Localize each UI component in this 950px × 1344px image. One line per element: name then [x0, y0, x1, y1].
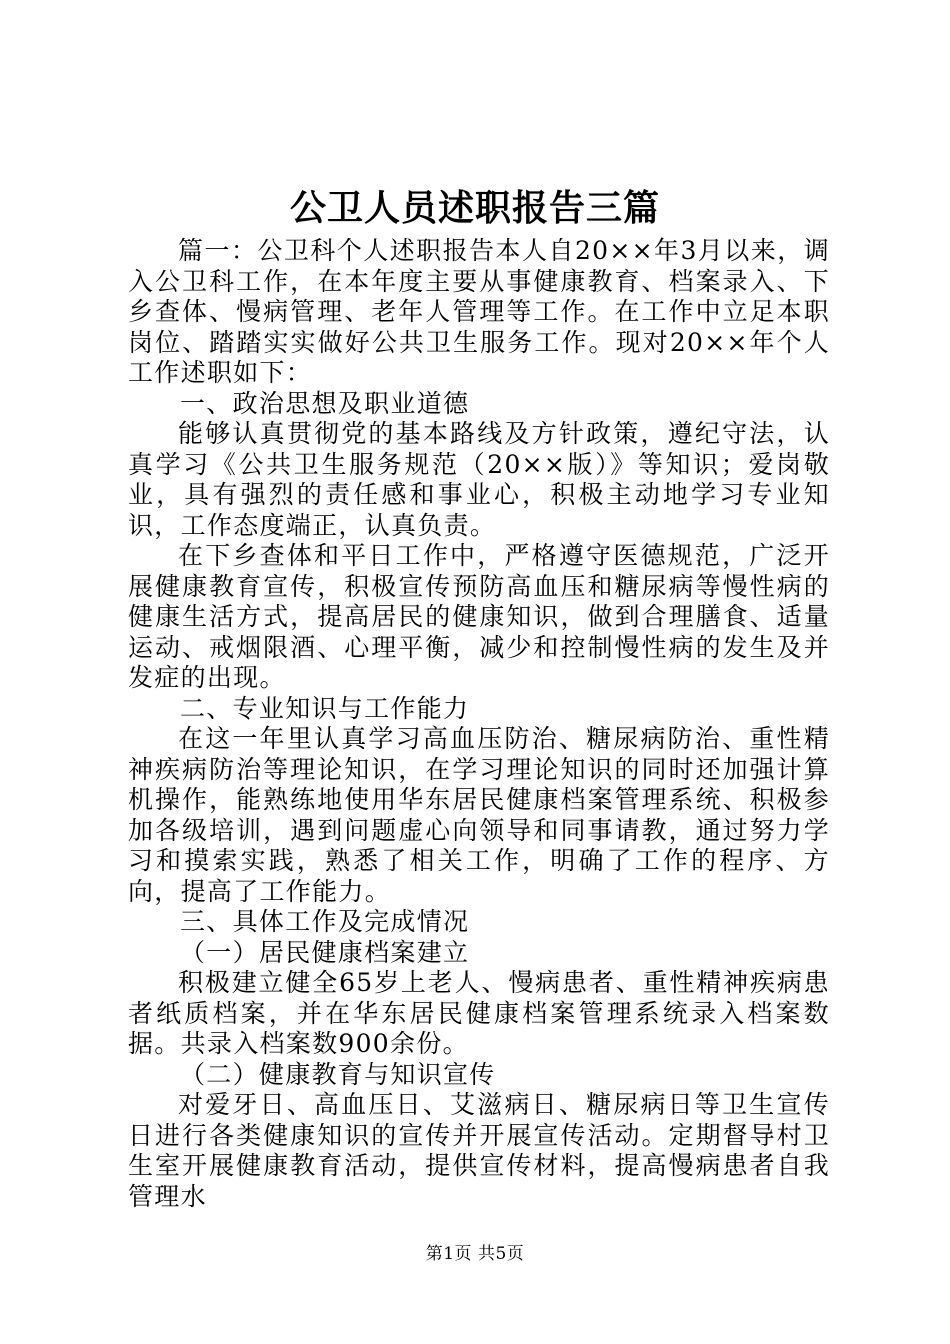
- paragraph-intro: 篇一：公卫科个人述职报告本人自20××年3月以来，调入公卫科工作，在本年度主要从事健康教育、档案录入、下乡查体、慢病管理、老年人管理等工作。在工作中立足本职岗位、踏踏实实做好公共卫生服务工作。现对20××年个人工作述职如下：: [128, 236, 830, 387]
- subsection-heading-2: （二）健康教育与知识宣传: [180, 1059, 496, 1089]
- section-heading-2: 二、专业知识与工作能力: [180, 693, 470, 723]
- section-heading-1: 一、政治思想及职业道德: [180, 388, 470, 418]
- section-heading-3: 三、具体工作及完成情况: [180, 907, 470, 936]
- paragraph-ethics: 在下乡查体和平日工作中，严格遵守医德规范，广泛开展健康教育宣传，积极宣传预防高血压和糖尿病等慢性病的健康生活方式，提高居民的健康知识，做到合理膳食、适量运动、戒烟限酒、心理平衡，减少和控制慢性病的发生及并发症的出现。: [128, 541, 830, 692]
- paragraph-records: 积极建立健全65岁上老人、慢病患者、重性精神疾病患者纸质档案，并在华东居民健康档案管理系统录入档案数据。共录入档案数900余份。: [128, 968, 830, 1058]
- paragraph-skills: 在这一年里认真学习高血压防治、糖尿病防治、重性精神疾病防治等理论知识，在学习理论知识的同时还加强计算机操作，能熟练地使用华东居民健康档案管理系统、积极参加各级培训，遇到问题虚心向领导和同事请教，通过努力学习和摸索实践，熟悉了相关工作，明确了工作的程序、方向，提高了工作能力。: [128, 724, 830, 906]
- document-body: [128, 236, 830, 1212]
- paragraph-politics: 能够认真贯彻党的基本路线及方针政策，遵纪守法，认真学习《公共卫生服务规范（20××版）》等知识；爱岗敬业，具有强烈的责任感和事业心，积极主动地学习专业知识，工作态度端正，认真负责。: [128, 419, 830, 540]
- document-title: 公卫人员述职报告三篇: [289, 187, 660, 229]
- page-footer: 第1页 共5页: [425, 1244, 525, 1264]
- paragraph-education: 对爱牙日、高血压日、艾滋病日、糖尿病日等卫生宣传日进行各类健康知识的宣传并开展宣传活动。定期督导村卫生室开展健康教育活动，提供宣传材料，提高慢病患者自我管理水: [128, 1090, 830, 1211]
- subsection-heading-1: （一）居民健康档案建立: [180, 937, 470, 967]
